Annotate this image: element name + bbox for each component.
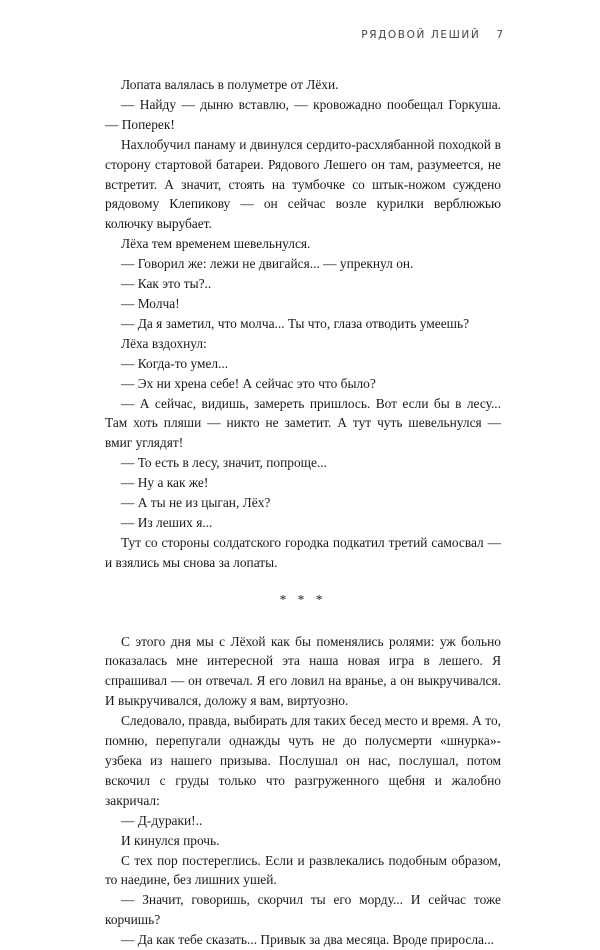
paragraph: — То есть в лесу, значит, попроще...	[121, 455, 327, 471]
paragraph: — А ты не из цыган, Лёх?	[121, 495, 271, 511]
paragraph: — Молча!	[121, 295, 180, 311]
paragraph: — А сейчас, видишь, замереть пришлось. Вот если бы в лесу... Там хоть пляши — никто не заметит. А тут чуть шевельнулся — вмиг углядят!	[105, 395, 501, 451]
paragraph: — Да я заметил, что молча... Ты что, глаза отводить умеешь?	[121, 315, 470, 331]
paragraph: С тех пор постереглись. Если и развлекались подобным образом, то наедине, без лишних ушей.	[105, 852, 501, 888]
body-text	[105, 75, 501, 950]
running-head	[361, 29, 503, 41]
paragraph: Лопата валялась в полуметре от Лёхи.	[121, 77, 339, 92]
paragraph: — Найду — дыню вставлю, — кровожадно пообещал Горкуша. — Поперек!	[105, 96, 501, 132]
paragraph: — Значит, говоришь, скорчил ты его морду... И сейчас тоже корчишь?	[105, 892, 501, 928]
paragraph: — Говорил же: лежи не двигайся... — упрекнул он.	[121, 256, 414, 272]
paragraph: — Из леших я...	[121, 514, 213, 530]
paragraph: — Ну а как же!	[121, 475, 209, 491]
paragraph: — Как это ты?..	[121, 276, 212, 292]
paragraph: — Д-дураки!..	[121, 812, 203, 828]
paragraph: — Да как тебе сказать... Привык за два месяца. Вроде приросла...	[121, 932, 495, 948]
paragraph: С этого дня мы с Лёхой как бы поменялись ролями: уж больно показалась мне интересной эта наша новая игра в лешего. Я спрашивал — он отвечал. Я его ловил на вранье, а он выкручивался. И выкручивался, доложу я вам, виртуозно.	[105, 633, 501, 709]
paragraph: Лёха вздохнул:	[121, 335, 207, 351]
paragraph: Лёха тем временем шевельнулся.	[121, 236, 311, 252]
paragraph: — Когда-то умел...	[121, 355, 229, 371]
paragraph: Тут со стороны солдатского городка подкатил третий самосвал — и взялись мы снова за лопаты.	[105, 534, 501, 570]
section-separator: * * *	[279, 591, 327, 607]
paragraph: — Эх ни хрена себе! А сейчас это что было?	[121, 375, 376, 391]
page-number: 7	[496, 29, 503, 41]
paragraph: Нахлобучил панаму и двинулся сердито-расхлябанной походкой в сторону стартовой батареи. Рядового Лешего он там, разумеется, не встретит. А значит, стоять на тумбочке со штык-ножом суждено рядовому Клепикову — он сейчас возле курилки верблюжью колючку вырубает.	[105, 136, 501, 232]
paragraph: И кинулся прочь.	[121, 832, 220, 848]
paragraph: Следовало, правда, выбирать для таких бесед место и время. А то, помню, перепугали однажды чуть не до полусмерти «шнурка»-узбека из нашего призыва. Послушал он нас, послушал, потом вскочил с груды только что разгруженного щебня и жалобно закричал:	[105, 713, 501, 808]
running-head-title: РЯДОВОЙ ЛЕШИЙ	[361, 29, 481, 41]
